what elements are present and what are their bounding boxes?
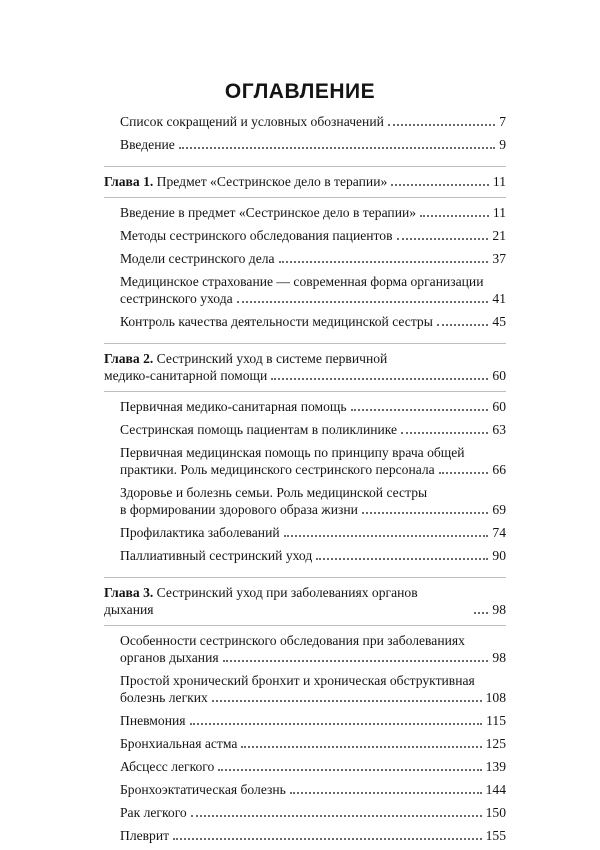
section-entry [104,712,506,729]
divider [104,625,506,626]
dot-leader [279,260,489,263]
page-number: 98 [492,650,506,665]
section-entry-group [104,547,506,564]
section-entry-label: в формировании здорового образа жизни [120,502,358,517]
section-entry [104,273,506,290]
page-number: 144 [485,782,506,797]
page-number: 155 [485,828,506,843]
divider [104,343,506,344]
section-entry [104,290,506,307]
section-entry-group [104,712,506,729]
chapter-entry-label: Глава 3. Сестринский уход при заболеваниях органов дыхания [104,585,418,617]
toc-entry-group [104,113,506,130]
page-number: 11 [492,174,506,189]
dot-leader [271,377,488,380]
section-entry-group [104,273,506,307]
chapter-entry-label: Глава 1. Предмет «Сестринское дело в терапии» [104,174,388,189]
dot-leader [191,814,482,817]
section-entry-label: Здоровье и болезнь семьи. Роль медицинской сестры [120,485,428,500]
section-entry [104,421,506,438]
page-number: 66 [492,462,506,477]
page-number: 9 [499,137,506,152]
toc-entry-group [104,136,506,153]
section-entry-group [104,735,506,752]
section-entry-label: Плеврит [120,828,170,843]
section-entry-label: Первичная медицинская помощь по принципу врача общей [120,445,465,460]
dot-leader [173,837,482,840]
chapter-entry-group [104,584,506,618]
dot-leader [290,791,482,794]
section-entry [104,250,506,267]
dot-leader [284,534,489,537]
table-of-contents [104,113,506,850]
page-number: 139 [485,759,506,774]
section-entry [104,804,506,821]
section-entry-group [104,781,506,798]
dot-leader [362,511,489,514]
chapter-entry-group [104,173,506,190]
toc-entry [104,136,506,153]
section-entry-group [104,632,506,666]
dot-leader [218,768,481,771]
toc-entry [104,113,506,130]
toc-entry-label: Список сокращений и условных обозначений [120,114,384,129]
section-entry-group [104,250,506,267]
page-number: 45 [492,314,506,329]
section-entry-group [104,484,506,518]
section-entry [104,524,506,541]
dot-leader [388,123,495,126]
chapter-entry [104,584,506,618]
dot-leader [241,745,481,748]
section-entry-label: органов дыхания [120,650,219,665]
section-entry-label: практики. Роль медицинского сестринского персонала [120,462,435,477]
section-entry-group [104,827,506,844]
section-entry [104,758,506,775]
page-number: 125 [485,736,506,751]
dot-leader [420,214,489,217]
section-entry [104,781,506,798]
dot-leader [351,408,489,411]
dot-leader [401,431,488,434]
section-entry-label: Медицинское страхование — современная форма организации [120,274,484,289]
page-number: 37 [492,251,506,266]
page-number: 60 [492,368,506,383]
dot-leader [237,300,489,303]
dot-leader [391,183,489,186]
page-number: 69 [492,502,506,517]
chapter-entry [104,367,506,384]
section-entry [104,632,506,649]
chapter-entry [104,173,506,190]
dot-leader [474,611,488,614]
section-entry-label: Бронхиальная астма [120,736,238,751]
section-entry [104,547,506,564]
page-title: ОГЛАВЛЕНИЕ [224,80,376,103]
divider [104,391,506,392]
section-entry-label: Простой хронический бронхит и хроническая обструктивная [120,673,475,688]
section-entry-group [104,204,506,221]
section-entry-label: Профилактика заболеваний [120,525,280,540]
section-entry-group [104,398,506,415]
section-entry-group [104,313,506,330]
page-number: 60 [492,399,506,414]
section-entry-label: болезнь легких [120,690,208,705]
dot-leader [316,557,488,560]
page-number: 63 [492,422,506,437]
section-entry-label: Контроль качества деятельности медицинской сестры [120,314,433,329]
section-entry [104,398,506,415]
dot-leader [223,659,489,662]
section-entry-group [104,758,506,775]
dot-leader [437,323,489,326]
page-number: 41 [492,291,506,306]
page-number: 74 [492,525,506,540]
section-entry-label: Абсцесс легкого [120,759,215,774]
section-entry [104,227,506,244]
divider [104,166,506,167]
section-entry-label: Пневмония [120,713,186,728]
section-entry [104,501,506,518]
section-entry-label: Модели сестринского дела [120,251,275,266]
page-number: 108 [485,690,506,705]
section-entry-label: сестринского ухода [120,291,233,306]
page-number: 21 [492,228,506,243]
divider [104,197,506,198]
section-entry-label: Особенности сестринского обследования при заболеваниях [120,633,465,648]
section-entry-label: Первичная медико-санитарная помощь [120,399,347,414]
section-entry [104,204,506,221]
dot-leader [190,722,483,725]
page-number: 98 [492,602,506,617]
chapter-entry-group [104,350,506,384]
dot-leader [212,699,482,702]
dot-leader [397,237,489,240]
section-entry-label: Введение в предмет «Сестринское дело в терапии» [120,205,417,220]
section-entry [104,444,506,461]
page-number: 7 [499,114,506,129]
page-number: 90 [492,548,506,563]
chapter-number: Глава 2. [104,351,154,366]
chapter-entry-label: Глава 2. Сестринский уход в системе первичной [104,351,388,366]
section-entry-label: Рак легкого [120,805,187,820]
dot-leader [439,471,489,474]
chapter-entry-label: медико-санитарной помощи [104,368,268,383]
section-entry-group [104,672,506,706]
section-entry-label: Методы сестринского обследования пациентов [120,228,393,243]
chapter-number: Глава 3. [104,585,154,600]
page-number: 150 [485,805,506,820]
chapter-entry [104,350,506,367]
toc-entry-label: Введение [120,137,175,152]
section-entry [104,461,506,478]
section-entry-group [104,444,506,478]
section-entry-group [104,524,506,541]
chapter-number: Глава 1. [104,174,154,189]
dot-leader [179,146,495,149]
section-entry [104,689,506,706]
section-entry-group [104,804,506,821]
section-entry-group [104,421,506,438]
divider [104,577,506,578]
section-entry-group [104,227,506,244]
section-entry [104,649,506,666]
page-number: 11 [492,205,506,220]
section-entry-label: Бронхоэктатическая болезнь [120,782,286,797]
section-entry [104,827,506,844]
section-entry-label: Сестринская помощь пациентам в поликлинике [120,422,398,437]
section-entry [104,484,506,501]
section-entry [104,735,506,752]
section-entry-label: Паллиативный сестринский уход [120,548,313,563]
section-entry [104,672,506,689]
section-entry [104,313,506,330]
page-number: 115 [486,713,506,728]
